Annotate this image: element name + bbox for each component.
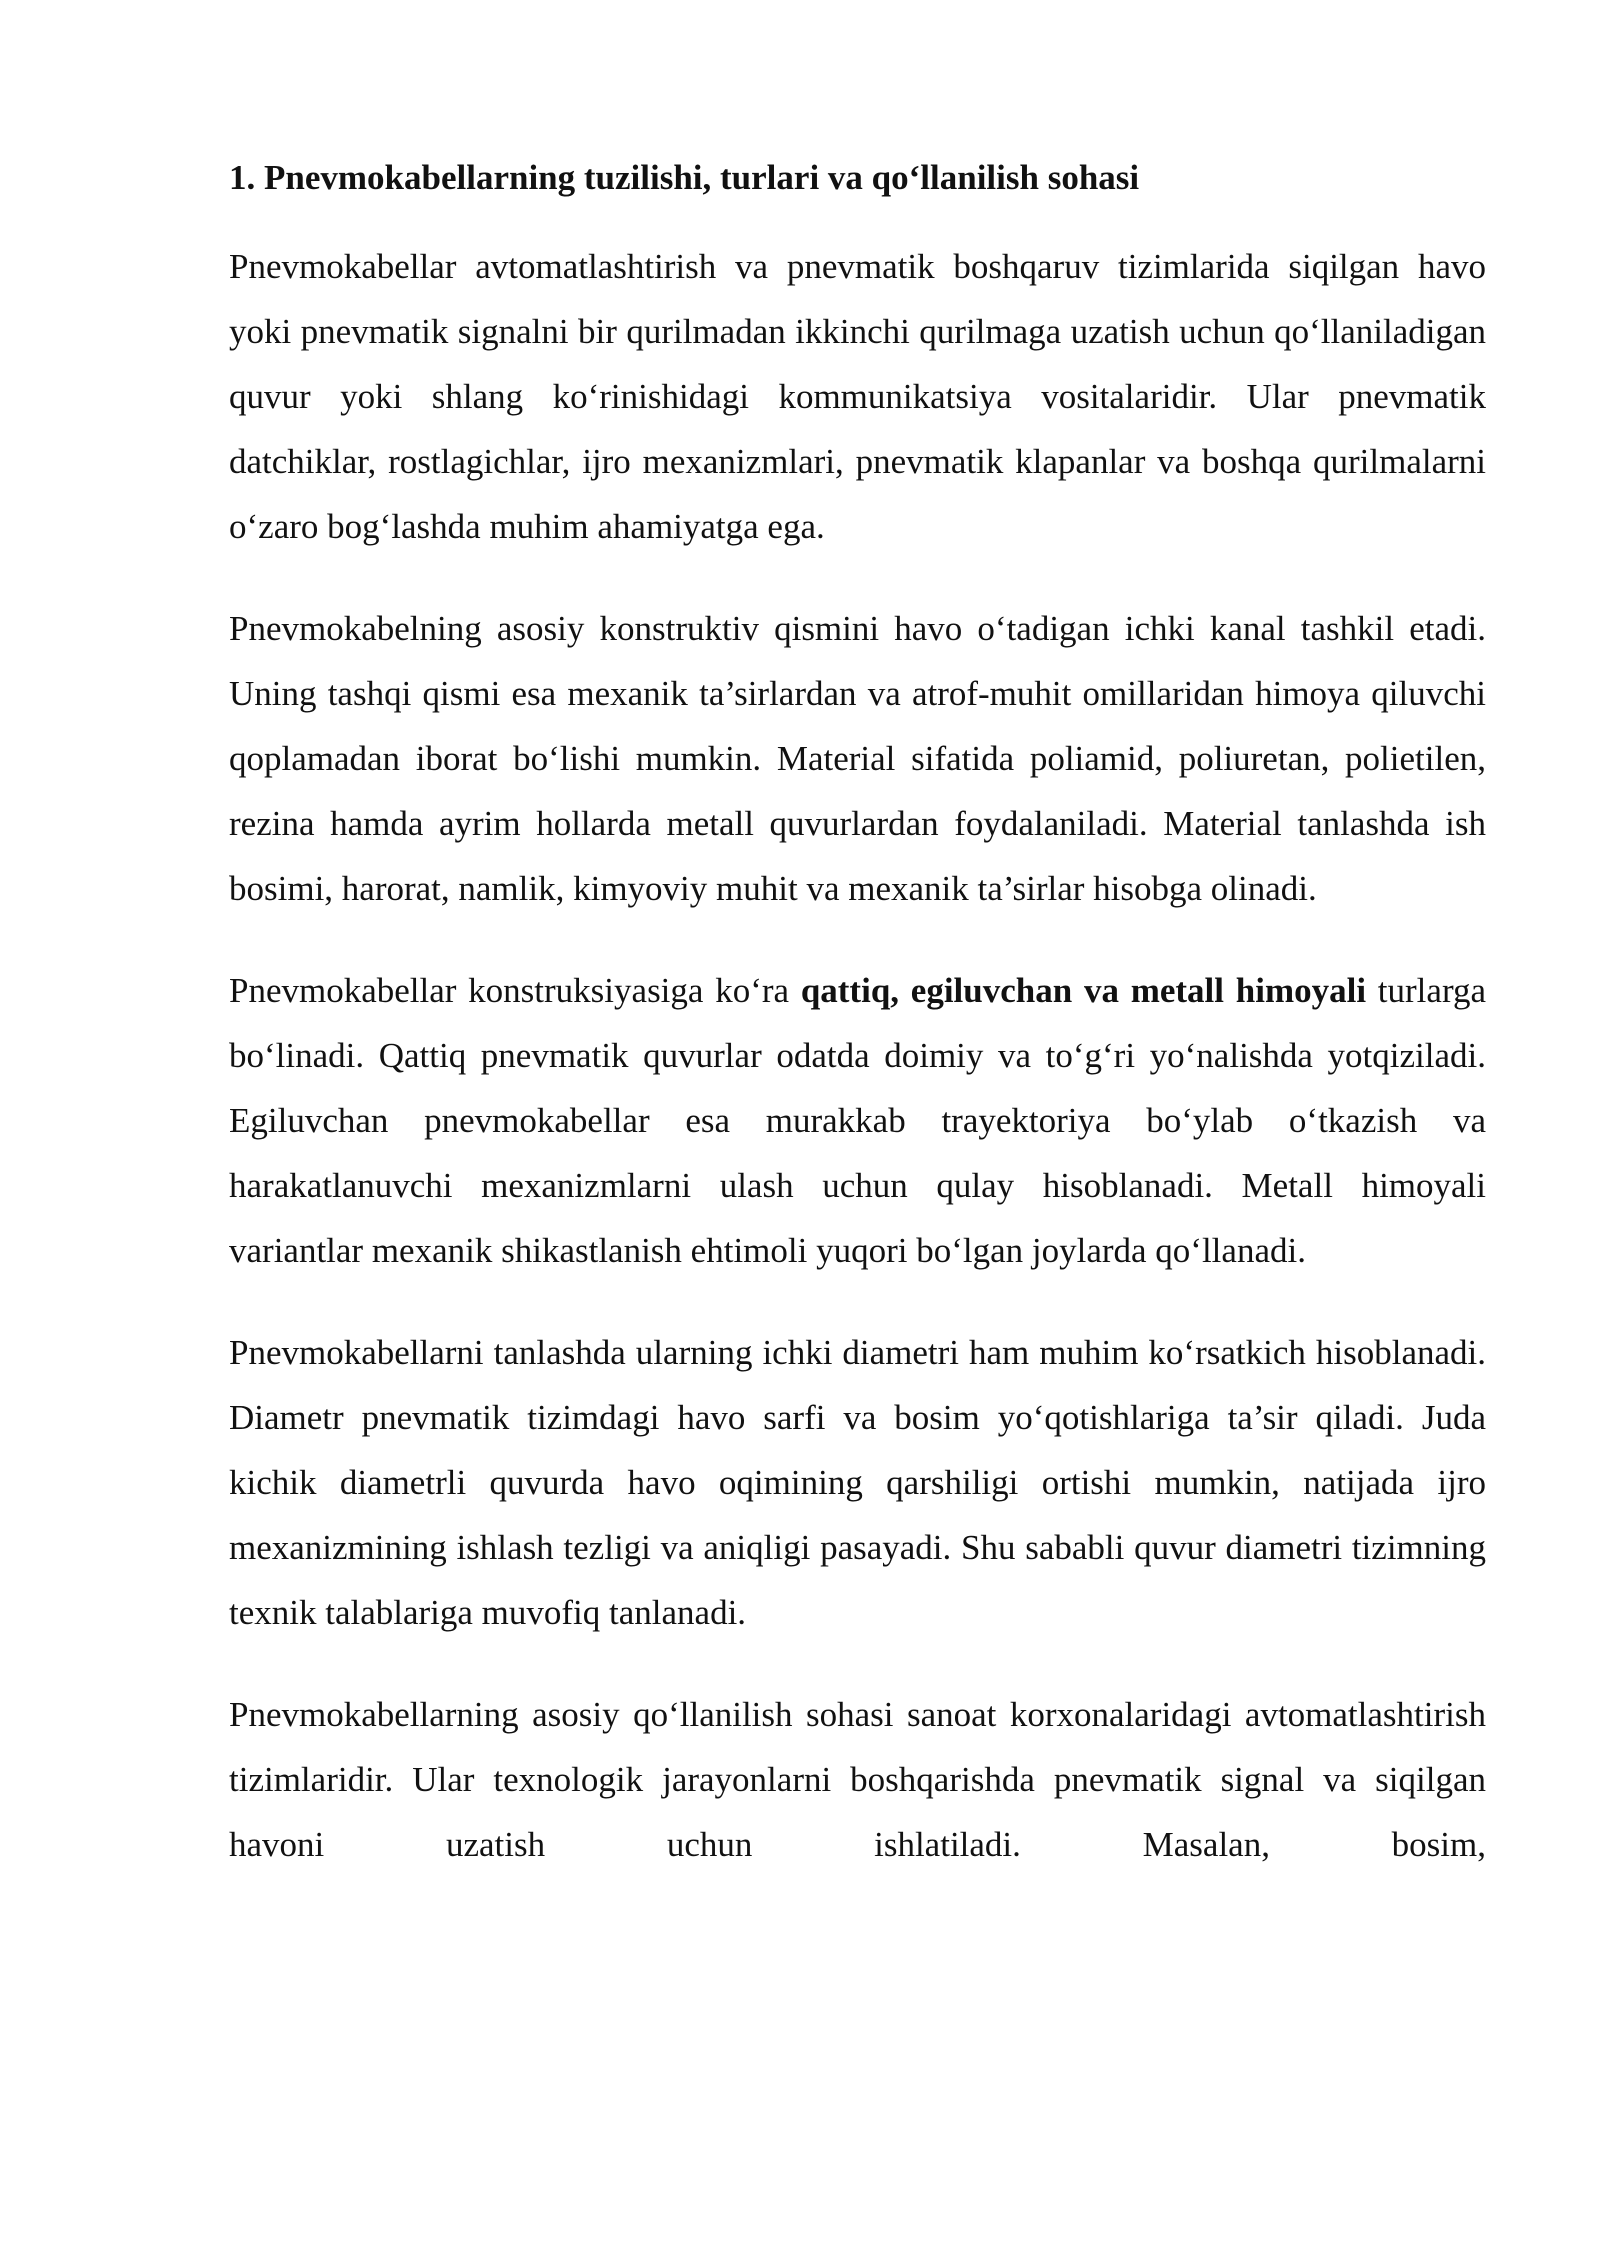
paragraph-types (229, 958, 1486, 1283)
paragraph-intro: Pnevmokabellar avtomatlashtirish va pnevmatik boshqaruv tizimlarida siqilgan havo yoki pnevmatik signalni bir qurilmadan ikkinchi qurilmaga uzatish uchun qo‘llaniladigan quvur yoki shlang ko‘rinishidagi kommunikatsiya vositalaridir. Ular pnevmatik datchiklar, rostlagichlar, ijro mexanizmlari, pnevmatik klapanlar va boshqa qurilmalarni o‘zaro bog‘lashda muhim ahamiyatga ega. (229, 247, 1486, 546)
paragraph-application: Pnevmokabellarning asosiy qo‘llanilish sohasi sanoat korxonalaridagi avtomatlashtirish tizimlaridir. Ular texnologik jarayonlarni boshqarishda pnevmatik signal va siqilgan havoni uzatish uchun ishlatiladi. Masalan, bosim, (229, 1695, 1486, 1864)
section-heading: 1. Pnevmokabellarning tuzilishi, turlari va qo‘llanilish sohasi (229, 158, 1140, 197)
paragraph-types-text-start: Pnevmokabellar konstruksiyasiga ko‘ra (229, 971, 801, 1010)
paragraph-construction: Pnevmokabelning asosiy konstruktiv qismini havo o‘tadigan ichki kanal tashkil etadi. Uning tashqi qismi esa mexanik ta’sirlardan va atrof-muhit omillaridan himoya qiluvchi qoplamadan iborat bo‘lishi mumkin. Material sifatida poliamid, poliuretan, polietilen, rezina hamda ayrim hollarda metall quvurlardan foydalaniladi. Material tanlashda ish bosimi, harorat, namlik, kimyoviy muhit va mexanik ta’sirlar hisobga olinadi. (229, 609, 1486, 908)
paragraph-types-text-end: turlarga bo‘linadi. Qattiq pnevmatik quvurlar odatda doimiy va to‘g‘ri yo‘nalishda yotqiziladi. Egiluvchan pnevmokabellar esa murakkab trayektoriya bo‘ylab o‘tkazish va harakatlanuvchi mexanizmlarni ulash uchun qulay hisoblanadi. Metall himoyali variantlar mexanik shikastlanish ehtimoli yuqori bo‘lgan joylarda qo‘llanadi. (229, 971, 1486, 1270)
paragraph-diameter: Pnevmokabellarni tanlashda ularning ichki diametri ham muhim ko‘rsatkich hisoblanadi. Diametr pnevmatik tizimdagi havo sarfi va bosim yo‘qotishlariga ta’sir qiladi. Juda kichik diametrli quvurda havo oqimining qarshiligi ortishi mumkin, natijada ijro mexanizmining ishlash tezligi va aniqligi pasayadi. Shu sababli quvur diametri tizimning texnik talablariga muvofiq tanlanadi. (229, 1333, 1486, 1632)
document-body (229, 148, 1486, 1914)
paragraph-types-bold-types: qattiq, egiluvchan va metall himoyali (800, 971, 1367, 1010)
